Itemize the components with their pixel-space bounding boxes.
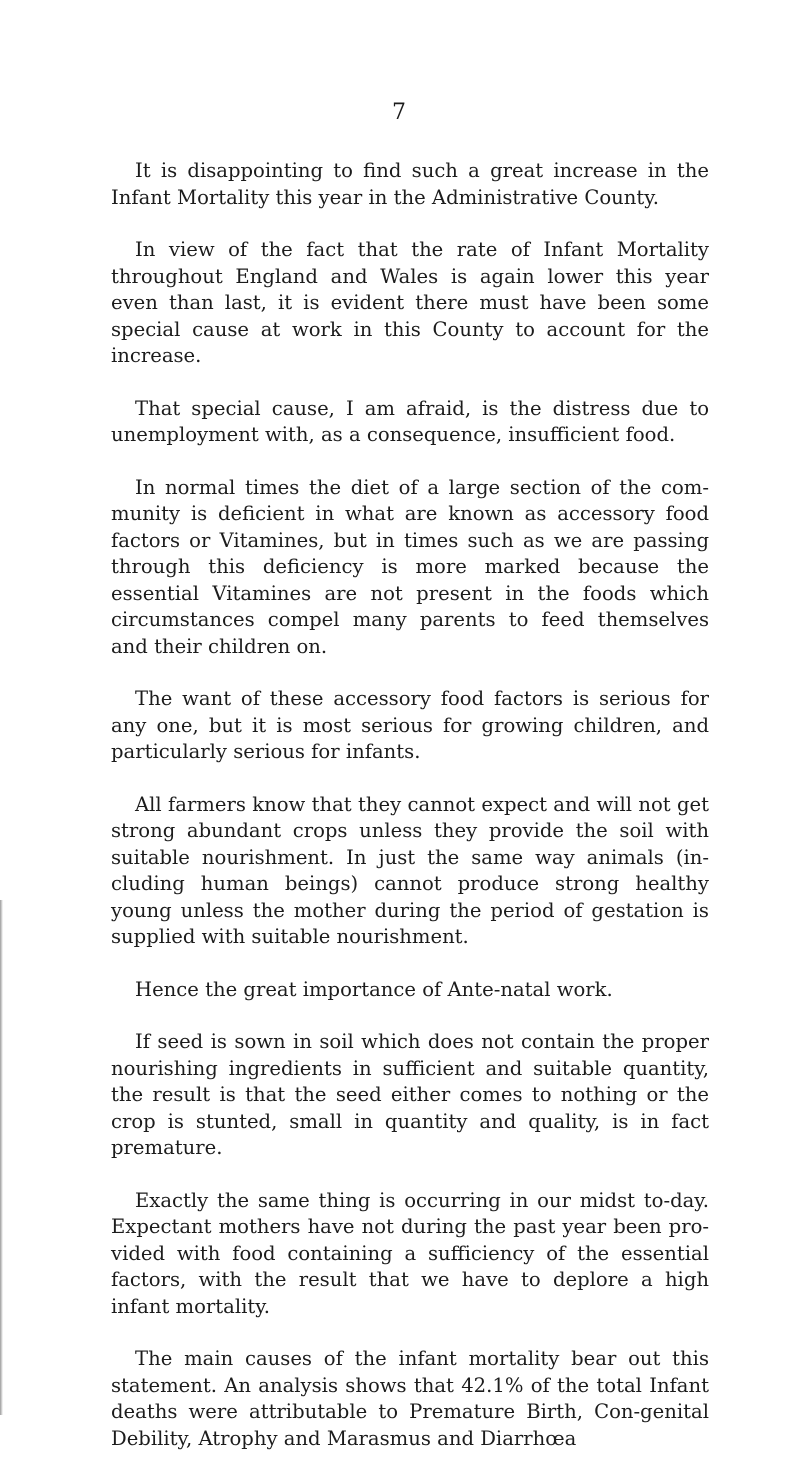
paragraph-4: In normal times the diet of a large section of the com-munity is deficient in what are known as accessory food factors or Vitamines, but in times such as we are passing through this deficiency is more marked because the essential Vitamines are not present in the foods which circumstances compel many parents to feed themselves and their children on. [111,475,709,658]
paragraph-1: It is disappointing to find such a great increase in the Infant Mortality this year in the Administrative County. [111,159,709,209]
paragraph-2: In view of the fact that the rate of Infant Mortality throughout England and Wales is again lower this year even than last, it is evident there must have been some special cause at work in this County to account for the increase. [111,238,709,367]
paragraph-7: Hence the great importance of Ante-natal work. [135,977,613,1001]
paragraph-10: The main causes of the infant mortality bear out this statement. An analysis shows that 42.1% of the total Infant deaths were attributable to Premature Birth, Con-genital Debility, Atrophy and Marasmus and Diarrhœa [111,1347,709,1450]
paragraph-9: Exactly the same thing is occurring in our midst to-day. Expectant mothers have not during the past year been pro-vided with food containing a sufficiency of the essential factors, with the result that we have to deplore a high infant mortality. [111,1188,709,1318]
page-edge-shadow [0,900,3,1415]
body-text [111,158,709,1478]
paragraph-6: All farmers know that they cannot expect and will not get strong abundant crops unless they provide the soil with suitable nourishment. In just the same way animals (in-cluding human beings) cannot produce strong healthy young unless the mother during the period of gestation is supplied with suitable nourishment. [111,792,709,948]
paragraph-5: The want of these accessory food factors is serious for any one, but it is most serious for growing children, and particularly serious for infants. [111,687,709,763]
paragraph-8: If seed is sown in soil which does not contain the proper nourishing ingredients in sufficient and suitable quantity, the result is that the seed either comes to nothing or the crop is stunted, small in quantity and quality, is in fact premature. [111,1030,709,1159]
paragraph-3: That special cause, I am afraid, is the distress due to unemployment with, as a consequence, insufficient food. [111,396,709,446]
page-number: 7 [392,100,406,125]
